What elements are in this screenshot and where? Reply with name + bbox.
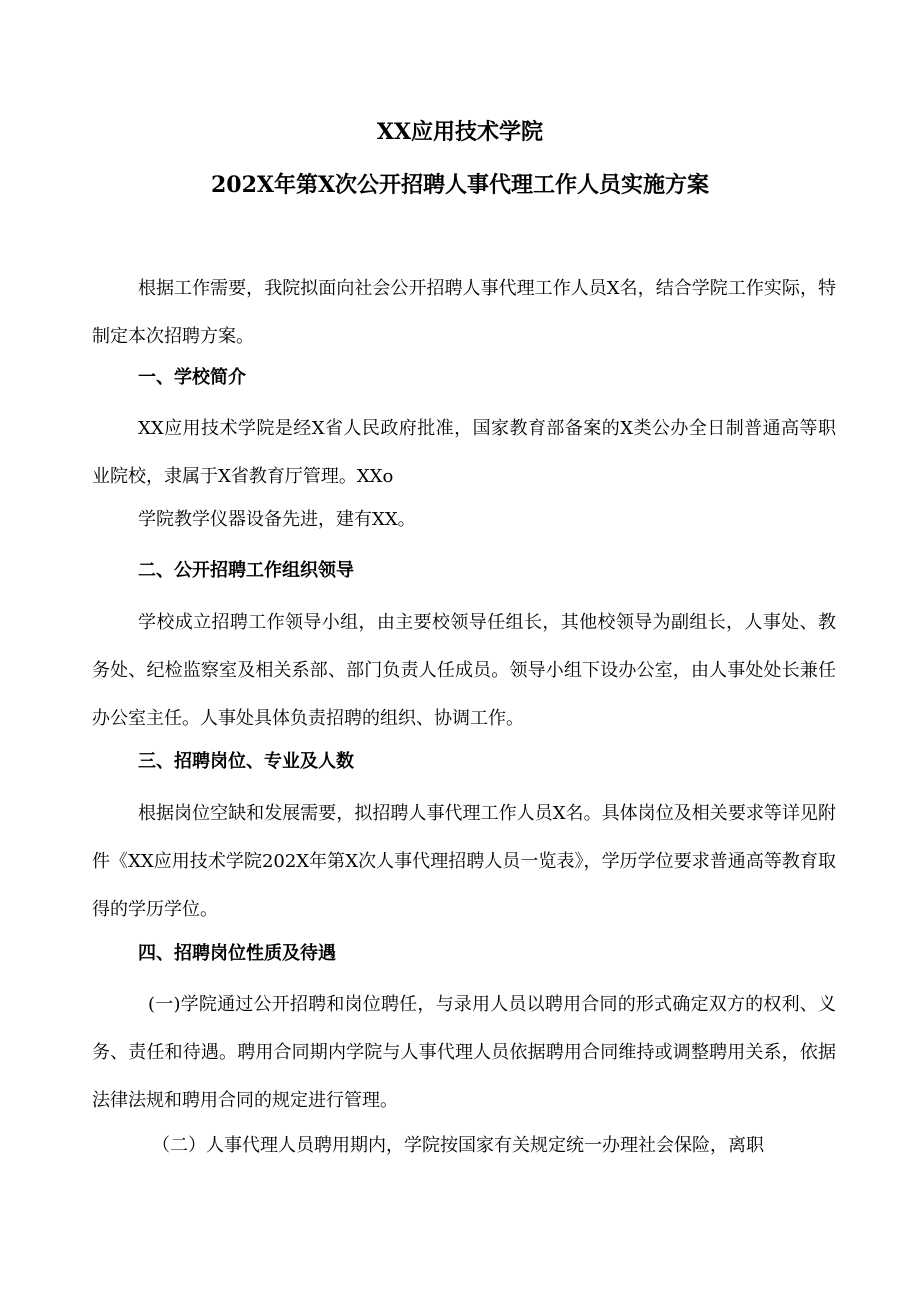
section-heading-2: 二、公开招聘工作组织领导 — [138, 560, 354, 581]
section-1-paragraph-2: 学院教学仪器设备先进，建有XX。 — [138, 509, 416, 530]
section-2-paragraph-1: 学校成立招聘工作领导小组，由主要校领导任组长，其他校领导为副组长，人事处、教务处、纪检监察室及相关系部、部门负责人任成员。领导小组下设办公室，由人事处处长兼任办公室主任。人事处具体负责招聘的组织、协调工作。 — [92, 612, 836, 729]
section-3-paragraph-1: 根据岗位空缺和发展需要，拟招聘人事代理工作人员X名。具体岗位及相关要求等详见附件《XX应用技术学院202X年第X次人事代理招聘人员一览表》，学历学位要求普通高等教育取得的学历学位。 — [92, 803, 836, 920]
section-heading-4: 四、招聘岗位性质及待遇 — [138, 943, 336, 964]
section-1-paragraph-1: XX应用技术学院是经X省人民政府批准，国家教育部备案的X类公办全日制普通高等职业院校，隶属于X省教育厅管理。XXo — [92, 418, 836, 487]
section-heading-3: 三、招聘岗位、专业及人数 — [138, 751, 354, 772]
intro-paragraph: 根据工作需要，我院拟面向社会公开招聘人事代理工作人员X名，结合学院工作实际，特制定本次招聘方案。 — [92, 278, 836, 347]
document-title-line1: XX应用技术学院 — [376, 119, 544, 145]
section-4-paragraph-1: (一)学院通过公开招聘和岗位聘任，与录用人员以聘用合同的形式确定双方的权利、义务、责任和待遇。聘用合同期内学院与人事代理人员依据聘用合同维持或调整聘用关系，依据法律法规和聘用合同的规定进行管理。 — [92, 994, 836, 1111]
section-heading-1: 一、学校简介 — [138, 367, 246, 388]
section-4-paragraph-2: （二）人事代理人员聘用期内，学院按国家有关规定统一办理社会保险，离职 — [152, 1135, 764, 1156]
document-title-line2: 202X年第X次公开招聘人事代理工作人员实施方案 — [210, 172, 710, 198]
